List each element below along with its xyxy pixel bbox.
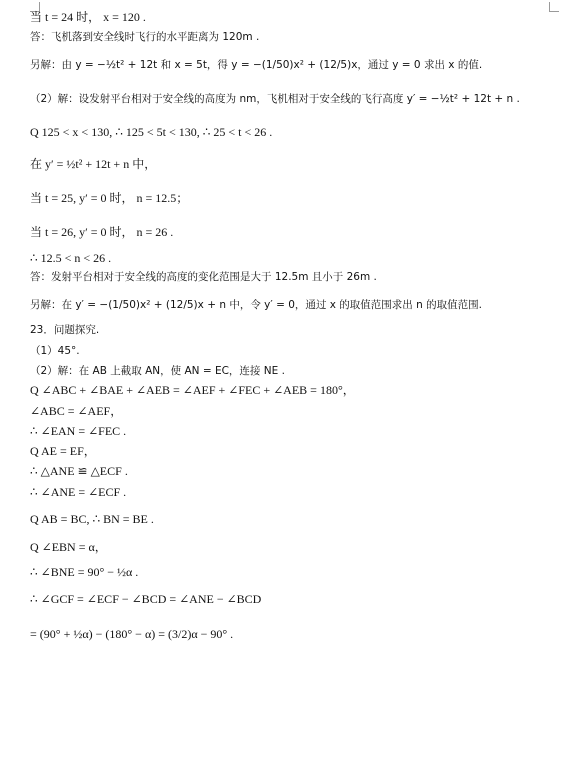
text-line: 当 t = 24 时， x = 120 . xyxy=(30,10,146,24)
text-line: （2）解：在 AB 上截取 AN，使 AN = EC，连接 NE . xyxy=(30,365,285,377)
text-line: = (90° + ½α) − (180° − α) = (3/2)α − 90° . xyxy=(30,627,234,641)
text-line: ∴ ∠GCF = ∠ECF − ∠BCD = ∠ANE − ∠BCD xyxy=(30,592,262,606)
corner-mark-right xyxy=(549,2,559,12)
text-line: Q AE = EF， xyxy=(30,444,96,458)
text-line: 23．问题探究. xyxy=(30,324,100,336)
text-line: 另解：由 y = −½t² + 12t 和 x = 5t，得 y = −(1/50)x² + (12/5)x，通过 y = 0 求出 x 的值. xyxy=(30,59,483,71)
text-line: 另解：在 y′ = −(1/50)x² + (12/5)x + n 中，令 y′ = 0，通过 x 的取值范围求出 n 的取值范围. xyxy=(30,299,482,311)
text-line: Q 125 < x < 130, ∴ 125 < 5t < 130, ∴ 25 < t < 26 . xyxy=(30,125,273,139)
text-line: 答：飞机落到安全线时飞行的水平距离为 120m . xyxy=(30,31,260,43)
text-line: Q AB = BC, ∴ BN = BE . xyxy=(30,512,154,526)
text-line: （1）45°. xyxy=(30,345,80,357)
text-line: ∴ ∠EAN = ∠FEC . xyxy=(30,424,127,438)
text-line: （2）解：设发射平台相对于安全线的高度为 nm，飞机相对于安全线的飞行高度 y′ = −½t² + 12t + n . xyxy=(30,93,520,105)
text-line: 当 t = 26, y′ = 0 时， n = 26 . xyxy=(30,225,174,239)
text-line: ∴ ∠BNE = 90° − ½α . xyxy=(30,565,139,579)
text-line: Q ∠EBN = α， xyxy=(30,540,107,554)
text-line: ∴ △ANE ≌ △ECF . xyxy=(30,464,128,478)
text-line: ∴ ∠ANE = ∠ECF . xyxy=(30,485,127,499)
text-line: 答：发射平台相对于安全线的高度的变化范围是大于 12.5m 且小于 26m . xyxy=(30,271,377,283)
text-line: 在 y′ = ½t² + 12t + n 中， xyxy=(30,157,157,171)
text-line: Q ∠ABC + ∠BAE + ∠AEB = ∠AEF + ∠FEC + ∠AEB = 180°， xyxy=(30,383,355,397)
text-line: ∴ 12.5 < n < 26 . xyxy=(30,251,112,265)
text-line: ∠ABC = ∠AEF， xyxy=(30,404,123,418)
text-line: 当 t = 25, y′ = 0 时， n = 12.5； xyxy=(30,191,189,205)
